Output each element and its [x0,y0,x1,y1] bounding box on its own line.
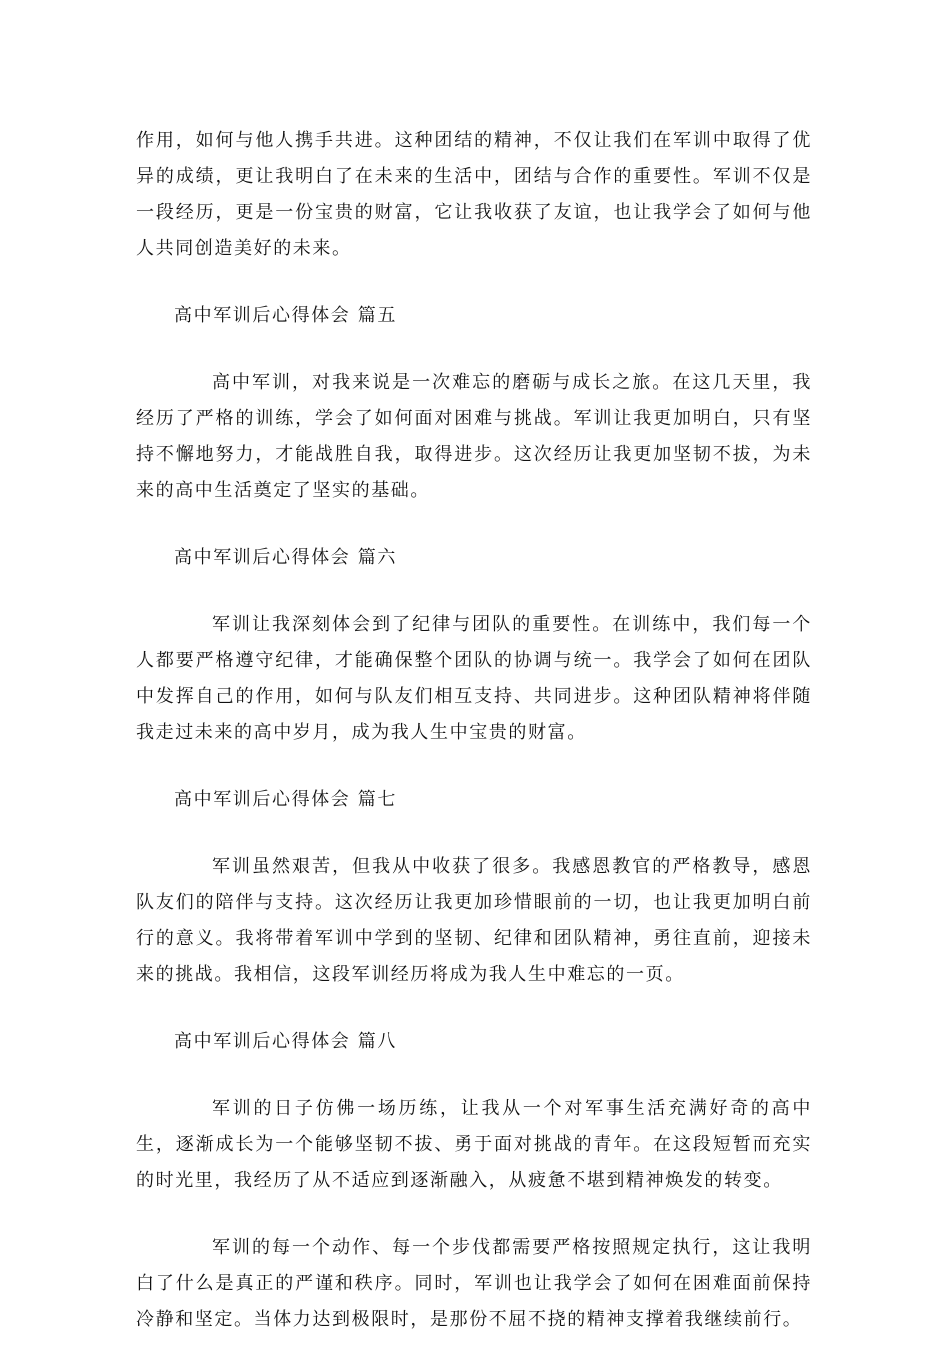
document-body [136,123,812,1369]
section-heading-5: 高中军训后心得体会 篇五 [174,305,397,326]
paragraph: 军训虽然艰苦，但我从中收获了很多。我感恩教官的严格教导，感恩队友们的陪伴与支持。这次经历让我更加珍惜眼前的一切，也让我更加明白前行的意义。我将带着军训中学到的坚韧、纪律和团队精神，勇往直前，迎接未来的挑战。我相信，这段军训经历将成为我人生中难忘的一页。 [136,856,812,985]
paragraph: 高中军训，对我来说是一次难忘的磨砺与成长之旅。在这几天里，我经历了严格的训练，学会了如何面对困难与挑战。军训让我更加明白，只有坚持不懈地努力，才能战胜自我，取得进步。这次经历让我更加坚韧不拔，为未来的高中生活奠定了坚实的基础。 [136,372,812,501]
section-heading-6: 高中军训后心得体会 篇六 [174,547,397,568]
paragraph: 军训的日子仿佛一场历练，让我从一个对军事生活充满好奇的高中生，逐渐成长为一个能够坚韧不拔、勇于面对挑战的青年。在这段短暂而充实的时光里，我经历了从不适应到逐渐融入，从疲惫不堪到精神焕发的转变。 [136,1098,812,1191]
paragraph: 军训让我深刻体会到了纪律与团队的重要性。在训练中，我们每一个人都要严格遵守纪律，才能确保整个团队的协调与统一。我学会了如何在团队中发挥自己的作用，如何与队友们相互支持、共同进步。这种团队精神将伴随我走过未来的高中岁月，成为我人生中宝贵的财富。 [136,614,812,743]
section-heading-8: 高中军训后心得体会 篇八 [174,1031,397,1052]
paragraph-continued: 作用，如何与他人携手共进。这种团结的精神，不仅让我们在军训中取得了优异的成绩，更让我明白了在未来的生活中，团结与合作的重要性。军训不仅是一段经历，更是一份宝贵的财富，它让我收获了友谊，也让我学会了如何与他人共同创造美好的未来。 [136,130,812,259]
section-heading-7: 高中军训后心得体会 篇七 [174,789,397,810]
paragraph: 军训的每一个动作、每一个步伐都需要严格按照规定执行，这让我明白了什么是真正的严谨和秩序。同时，军训也让我学会了如何在困难面前保持冷静和坚定。当体力达到极限时，是那份不屈不挠的精神支撑着我继续前行。 [136,1237,812,1330]
